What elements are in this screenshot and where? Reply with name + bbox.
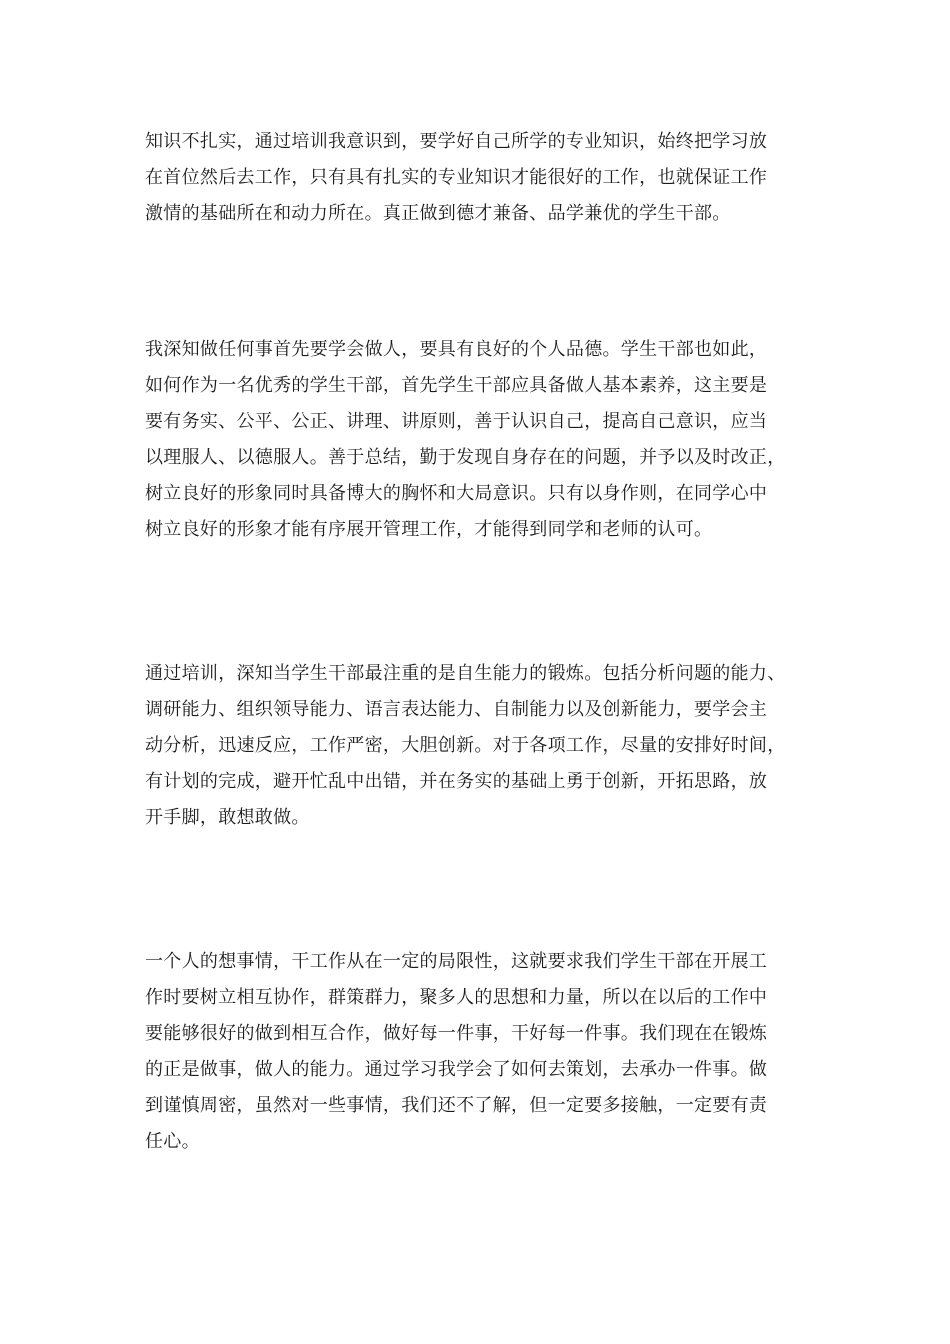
- text-line: 激情的基础所在和动力所在。真正做到德才兼备、品学兼优的学生干部。: [145, 203, 731, 224]
- paragraph-3: [145, 656, 845, 836]
- text-line: 通过培训，深知当学生干部最注重的是自生能力的锻炼。包括分析问题的能力、: [145, 663, 786, 684]
- text-line: 开手脚，敢想敢做。: [145, 807, 310, 828]
- paragraph-4: [145, 944, 845, 1160]
- paragraph-1: [145, 124, 845, 232]
- text-line: 的正是做事，做人的能力。通过学习我学会了如何去策划，去承办一件事。做: [145, 1059, 768, 1080]
- text-line: 如何作为一名优秀的学生干部，首先学生干部应具备做人基本素养，这主要是: [145, 375, 768, 396]
- text-line: 我深知做任何事首先要学会做人，要具有良好的个人品德。学生干部也如此，: [145, 339, 768, 360]
- text-line: 树立良好的形象同时具备博大的胸怀和大局意识。只有以身作则，在同学心中: [145, 483, 768, 504]
- text-line: 任心。: [145, 1131, 200, 1152]
- text-line: 以理服人、以德服人。善于总结，勤于发现自身存在的问题，并予以及时改正，: [145, 447, 786, 468]
- text-line: 作时要树立相互协作，群策群力，聚多人的思想和力量，所以在以后的工作中: [145, 987, 768, 1008]
- paragraph-2: [145, 332, 845, 548]
- text-line: 到谨慎周密，虽然对一些事情，我们还不了解，但一定要多接触，一定要有责: [145, 1095, 768, 1116]
- text-line: 要有务实、公平、公正、讲理、讲原则，善于认识自己，提高自己意识，应当: [145, 411, 768, 432]
- text-line: 一个人的想事情，干工作从在一定的局限性，这就要求我们学生干部在开展工: [145, 951, 768, 972]
- text-line: 树立良好的形象才能有序展开管理工作，才能得到同学和老师的认可。: [145, 519, 713, 540]
- text-line: 动分析，迅速反应，工作严密，大胆创新。对于各项工作，尽量的安排好时间，: [145, 735, 786, 756]
- text-line: 调研能力、组织领导能力、语言表达能力、自制能力以及创新能力，要学会主: [145, 699, 768, 720]
- text-line: 有计划的完成，避开忙乱中出错，并在务实的基础上勇于创新，开拓思路，放: [145, 771, 768, 792]
- text-line: 在首位然后去工作，只有具有扎实的专业知识才能很好的工作，也就保证工作: [145, 167, 768, 188]
- text-line: 知识不扎实，通过培训我意识到，要学好自己所学的专业知识，始终把学习放: [145, 131, 768, 152]
- text-line: 要能够很好的做到相互合作，做好每一件事，干好每一件事。我们现在在锻炼: [145, 1023, 768, 1044]
